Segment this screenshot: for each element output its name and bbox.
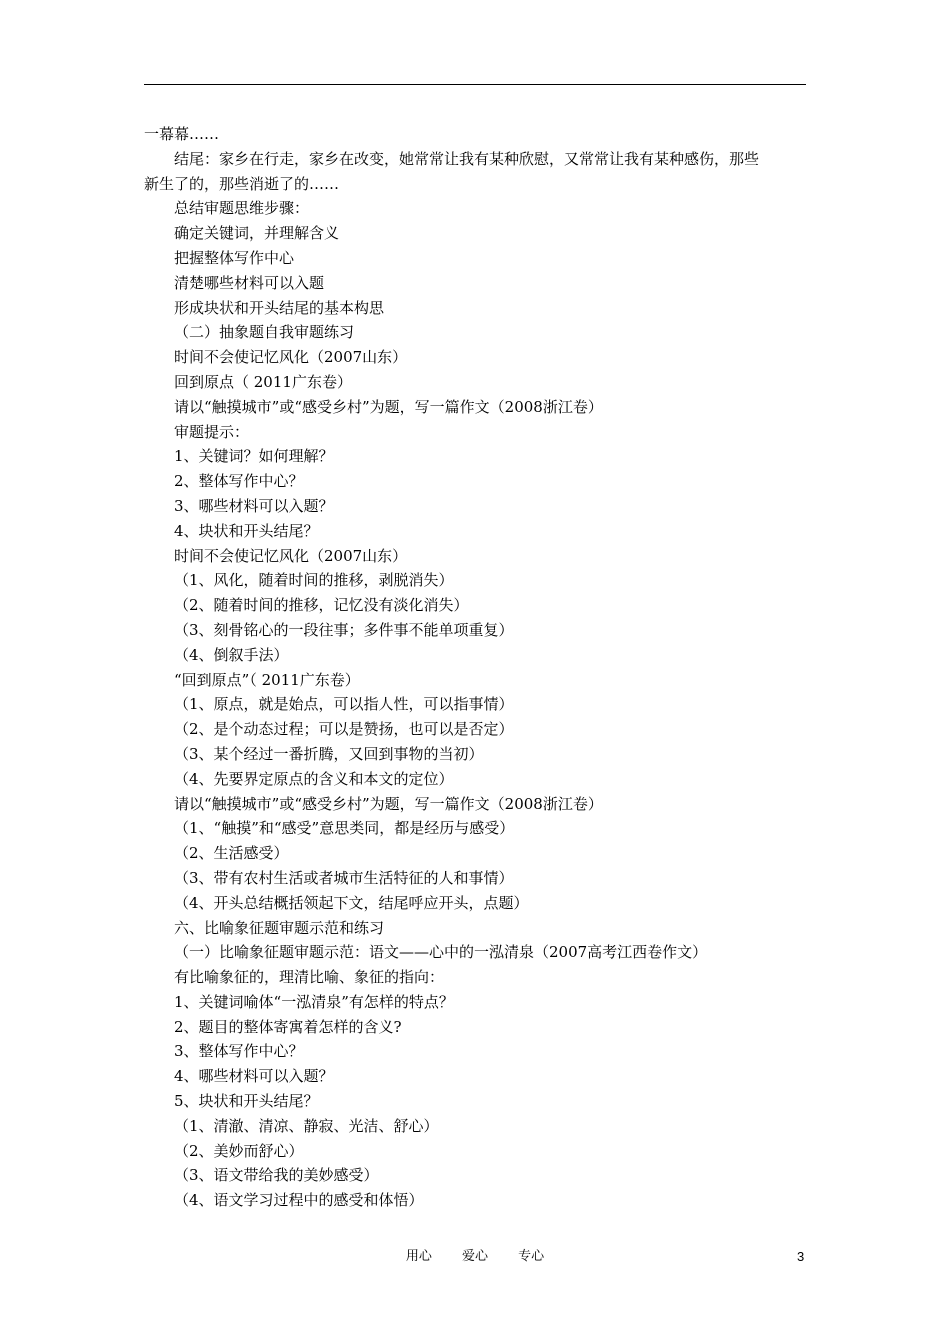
text-line: 总结审题思维步骤： [174,199,310,218]
text-line: （1、清澈、清凉、静寂、光洁、舒心） [174,1116,439,1135]
text-line: 结尾：家乡在行走，家乡在改变，她常常让我有某种欣慰，又常常让我有某种感伤，那些 [174,149,760,168]
text-line: 新生了的，那些消逝了的…… [144,174,340,193]
text-line: 回到原点（ 2011广东卷） [174,372,352,391]
text-line: 4、哪些材料可以入题？ [174,1067,334,1086]
text-line: （3、刻骨铭心的一段往事；多件事不能单项重复） [174,620,514,639]
text-line: 清楚哪些材料可以入题 [174,273,325,292]
header-rule [144,84,806,85]
text-line: 确定关键词，并理解含义 [174,224,340,243]
text-line: 六、比喻象征题审题示范和练习 [174,918,385,937]
text-line: 有比喻象征的，理清比喻、象征的指向： [174,968,445,987]
page-number: 3 [797,1249,805,1264]
text-line: （2、生活感受） [174,844,289,863]
text-line: 形成块状和开头结尾的基本构思 [174,298,385,317]
text-line: 2、题目的整体寄寓着怎样的含义? [174,1017,402,1036]
footer-word: 用心 [405,1249,432,1264]
text-line: 1、关键词？如何理解？ [174,447,334,466]
text-line: 时间不会使记忆风化（2007山东） [174,546,408,565]
text-line: （3、某个经过一番折腾，又回到事物的当初） [174,744,484,763]
text-line: 1、关键词喻体“一泓清泉”有怎样的特点？ [174,992,454,1011]
text-line: （二）抽象题自我审题练习 [174,323,355,342]
text-line: 3、哪些材料可以入题？ [174,496,334,515]
text-line: （2、随着时间的推移，记忆没有淡化消失） [174,596,469,615]
text-line: （4、开头总结概括领起下文，结尾呼应开头，点题） [174,893,529,912]
text-line: （2、美妙而舒心） [174,1141,304,1160]
text-line: 时间不会使记忆风化（2007山东） [174,348,408,367]
text-line: （4、语文学习过程中的感受和体悟） [174,1191,424,1210]
text-line: （3、带有农村生活或者城市生活特征的人和事情） [174,868,514,887]
text-line: 2、整体写作中心？ [174,472,304,491]
document-body [144,122,814,1213]
text-line: “回到原点”（ 2011广东卷） [174,670,360,689]
text-line: （4、先要界定原点的含义和本文的定位） [174,769,454,788]
text-line: 请以“触摸城市”或“感受乡村”为题，写一篇作文（2008浙江卷） [174,794,603,813]
footer-word: 专心 [518,1249,545,1264]
text-line: （4、倒叙手法） [174,645,289,664]
text-line: （1、原点，就是始点，可以指人性，可以指事情） [174,695,514,714]
text-line: 请以“触摸城市”或“感受乡村”为题，写一篇作文（2008浙江卷） [174,397,603,416]
text-line: 5、块状和开头结尾？ [174,1092,319,1111]
text-line: （一）比喻象征题审题示范：语文——心中的一泓清泉（2007高考江西卷作文） [174,943,708,962]
text-line: 把握整体写作中心 [174,248,295,267]
text-line: （1、“触摸”和“感受”意思类同，都是经历与感受） [174,819,515,838]
footer-word: 爱心 [461,1249,488,1264]
text-line: 3、整体写作中心？ [174,1042,304,1061]
text-line: （2、是个动态过程；可以是赞扬，也可以是否定） [174,720,514,739]
footer-motto [0,1248,950,1266]
text-line: 审题提示： [174,422,250,441]
text-line: （3、语文带给我的美妙感受） [174,1166,379,1185]
text-line: 4、块状和开头结尾？ [174,521,319,540]
text-line: 一幕幕…… [144,125,220,143]
text-line: （1、风化，随着时间的推移，剥脱消失） [174,571,454,590]
